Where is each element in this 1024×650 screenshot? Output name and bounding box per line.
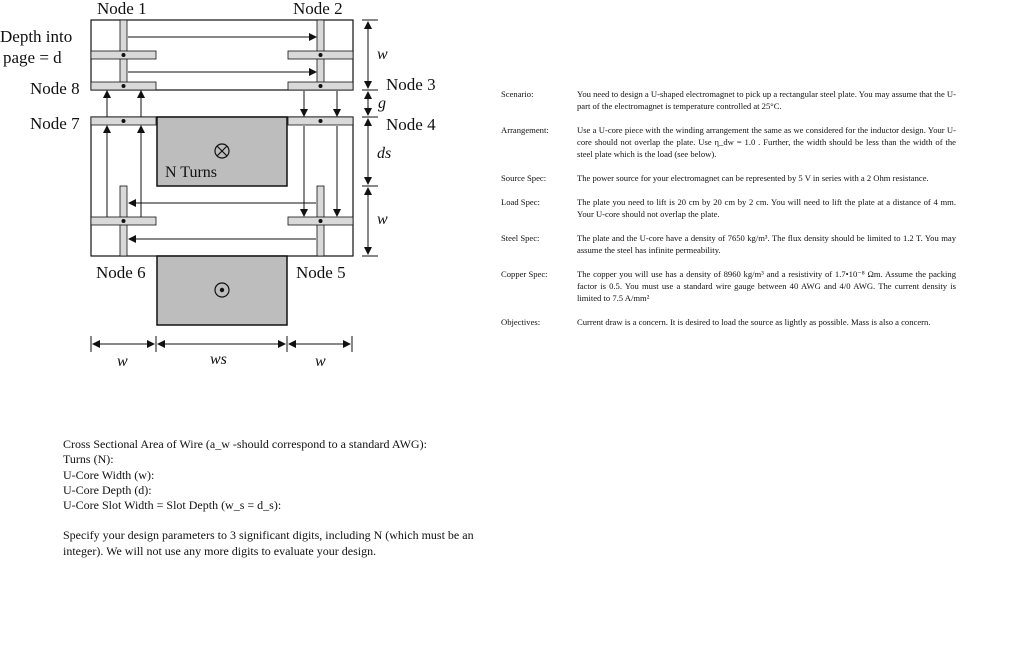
node-4-label: Node 4 (386, 115, 436, 134)
spec-steel (501, 232, 956, 256)
spec-text: The power source for your electromagnet can be represented by 5 V in series with a 2 Ohm resistance. (577, 173, 929, 184)
dim-w-left: w (117, 353, 128, 370)
spec-label: Scenario: (501, 89, 534, 99)
spec-copper (501, 268, 956, 305)
spec-arrangement (501, 124, 956, 161)
node-3-label: Node 3 (386, 75, 436, 94)
spec-text: Use a U-core piece with the winding arrangement the same as we considered for the inductor design. Your U-core should not overlap the plate. Use η_dw = 1.0 . Further, the width should be less than the width of the steel plate which is the load (see below). (577, 124, 956, 160)
depth-label-line1: Depth into (0, 27, 73, 46)
u-core-diagram (0, 0, 460, 380)
param-turns: Turns (N): (63, 452, 114, 467)
dim-ws: ws (210, 351, 227, 368)
node-8-label: Node 8 (30, 79, 80, 98)
spec-text: The copper you will use has a density of 8960 kg/m³ and a resistivity of 1.7•10⁻⁸ Ωm. Assume the packing factor is 0.5. You must use a standard wire gauge between 40 AWG and 4/0 AWG. The current density is limited to 7.5 A/mm² (577, 268, 956, 303)
node-6-label: Node 6 (96, 263, 146, 282)
spec-load (501, 196, 956, 220)
spec-label: Steel Spec: (501, 232, 540, 243)
dim-w-right: w (315, 353, 326, 370)
depth-label-line2: page = d (3, 48, 62, 67)
param-core-width: U-Core Width (w): (63, 467, 155, 482)
param-slot-width: U-Core Slot Width = Slot Depth (w_s = d_s): (63, 498, 282, 513)
precision-note: Specify your design parameters to 3 significant digits, including N (which must be an integer). We will not use any more digits to evaluate your design. (63, 528, 474, 558)
node-5-label: Node 5 (296, 263, 346, 282)
spec-label: Source Spec: (501, 173, 547, 184)
param-wire-area: Cross Sectional Area of Wire (a_w -should correspond to a standard AWG): (63, 437, 427, 451)
param-core-depth: U-Core Depth (d): (63, 482, 152, 497)
spec-label: Arrangement: (501, 124, 549, 135)
spec-text: Current draw is a concern. It is desired to load the source as lightly as possible. Mass is also a concern. (577, 316, 931, 327)
spec-label: Load Spec: (501, 196, 540, 207)
n-turns-label: N Turns (165, 164, 218, 181)
spec-label: Copper Spec: (501, 268, 548, 279)
node-2-label: Node 2 (293, 0, 343, 18)
spec-text: You need to design a U-shaped electromagnet to pick up a rectangular steel plate. You may assume that the U-part of the electromagnet is temperature controlled at 25°C. (577, 89, 956, 112)
spec-source (501, 172, 956, 184)
dim-w-top: w (377, 46, 388, 63)
dim-ds: ds (377, 145, 392, 162)
node-7-label: Node 7 (30, 114, 80, 133)
dim-w-bottom: w (377, 211, 388, 228)
dim-g: g (378, 95, 386, 112)
spec-text: The plate you need to lift is 20 cm by 20 cm by 2 cm. You will need to lift the plate at a distance of 4 mm. Your U-core should not overlap the plate. (577, 196, 956, 219)
design-parameters (63, 437, 503, 559)
spec-scenario (501, 88, 956, 112)
spec-objectives (501, 316, 956, 328)
spec-text: The plate and the U-core have a density of 7650 kg/m³. The flux density should be limited to 1.2 T. You may assume the steel has infinite permeability. (577, 232, 956, 255)
spec-table (501, 88, 956, 339)
spec-label: Objectives: (501, 316, 541, 327)
node-1-label: Node 1 (97, 0, 147, 18)
